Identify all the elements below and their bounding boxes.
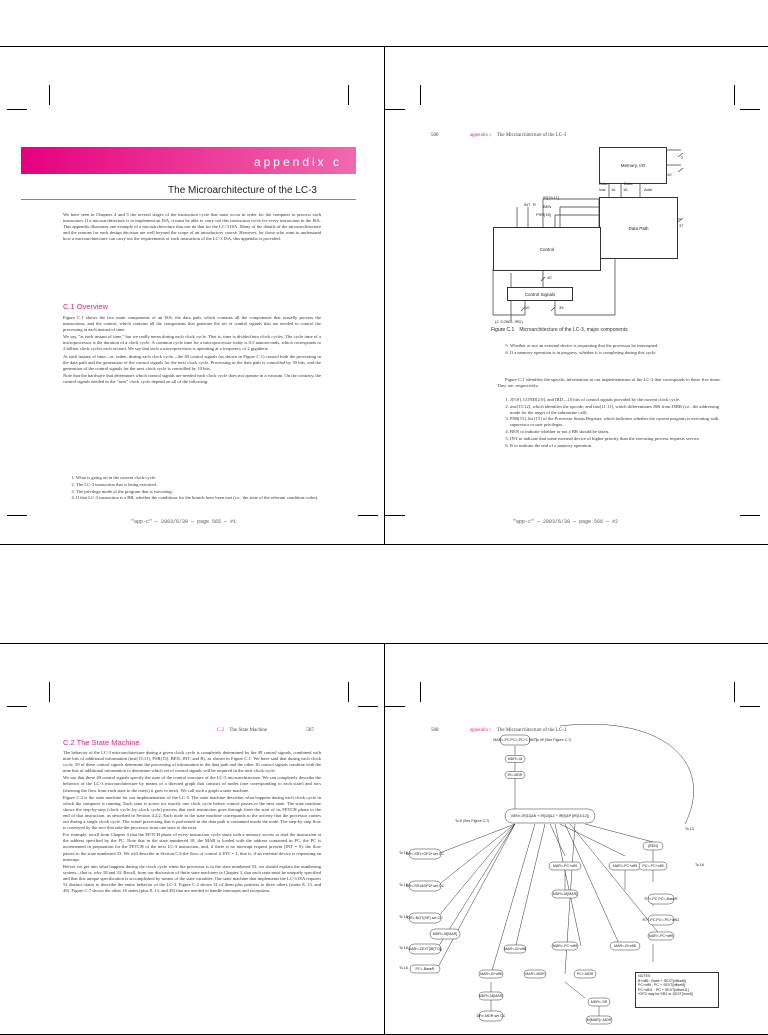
label-2: 2 (681, 155, 684, 160)
state-label: MAR<-ZEXT[IR[7:0]] (408, 947, 442, 952)
running-head-title: The Microarchitecture of the LC-3 (496, 728, 567, 733)
label-16b: 16 (623, 187, 628, 192)
list-item: 2. inst[15:12], which identifies the opcode, and inst[11:11], which differentiates JSR from JSRR (i.e., the addressing mode for the target of the subroutine call). (510, 404, 728, 416)
state-s33 (505, 756, 525, 763)
figure-caption (491, 327, 628, 333)
state-label: R7<-PC PC<-PC+off11 (642, 918, 680, 923)
state-s7 (610, 942, 640, 950)
figure-c1-wires (385, 47, 768, 544)
state-s23 (588, 998, 610, 1006)
state-label: MAR<-MDR (525, 972, 545, 977)
list-item: 3. PSR[15], bit [15] of the Processor Status Register, which indicates whether the current program is executing with supervisor or user privileges. (510, 416, 728, 428)
state-s35 (505, 772, 525, 779)
page-number: 566 (431, 133, 439, 138)
state-label: DR<-NOT(SR) set CC (407, 916, 443, 921)
label-ben: BEN (543, 204, 552, 209)
list-item: 4. If that LC-3 instruction is a BR, whether the conditions for the branch have been met (i.e., the state of the relevant condition codes). (76, 495, 326, 501)
state-s25 (479, 992, 503, 1000)
state-label: MAR<-PC PC<-PC+1 [INT] (493, 738, 537, 743)
state-s18 (493, 735, 536, 745)
state-label: MDR<-M[MAR] (478, 994, 504, 999)
page-number: 567 (306, 728, 314, 733)
control-box: Control (493, 227, 601, 271)
note-item: PC+off9 : PC + SEXT[offset9] (638, 983, 686, 988)
label-10b: 10 (525, 305, 530, 310)
body-text (63, 315, 321, 386)
label-data2: Data (624, 181, 633, 186)
label-jcond: (J, COND, IRD) (495, 319, 523, 324)
state-label: MDR<-M[MAR] (432, 932, 458, 937)
paragraph: We say, "at each instant of time," but we really mean during each clock cycle. That is, time is divided into clock cycles. The cycle time of a microprocessor is the duration of a clock cycle. A common cycle time for a microprocessor today is 0.5 nanoseconds, which corresponds to 2 billion clock cycles each second. We say that such a microprocessor is operating at a frequency of 2 gigahertz. (63, 334, 321, 352)
information-list (503, 397, 728, 449)
label-ir1511: IR[15:11] (543, 195, 559, 200)
memory-io-box: Memory, I/O (599, 147, 667, 184)
crop-mark (7, 109, 27, 110)
list-item: 5. INT to indicate that some external device of higher priority than the executing process requests service. (510, 436, 728, 442)
state-label: MAR<-PC+off9 (612, 864, 638, 869)
paragraph: Figure C.2 is the state machine for our implementation of the LC-3. The state machine describes what happens during each clock cycle in which the computer is running. Each state is active for exactly one clock cycle before control passes to the next state. The state machine shows the step-by-step (clock cycle–by–clock cycle) process that each instruction goes through from the start of its FETCH phase to the end of that instruction, as described in Section 4.2.2. Each node in the state machine corresponds to the activity that the processor carries out during a single clock cycle. The actual processing that is performed in the data path is contained inside the node. The step-by-step flow is conveyed by the arcs that take the processor from one state to the next. (63, 794, 321, 831)
state-label: [BEN] (648, 844, 658, 849)
data-path-box: Data Path (599, 197, 678, 259)
note-item: PC+off11 : PC + SEXT[offset11] (638, 987, 689, 992)
state-s20 (645, 894, 678, 904)
condition-list (69, 475, 326, 502)
state-label: PC<-BaseR (415, 967, 435, 972)
crop-mark (49, 85, 50, 105)
paragraph: At each instant of time—or, rather, during each clock cycle—the 49 control signals (as shown in Figure C.1) control both the processing in the data path and the generation of the control signals for the next clock cycle. Processing in the data path is controlled by 39 bits, and the generation of the control signals for the next clock cycle is controlled by 10 bits. (63, 353, 321, 371)
label-inst: Inst. (599, 187, 607, 192)
state-label: IR<-MDR (507, 773, 523, 778)
page-footer: "app-c" — 2003/6/30 — page 566 — #2 (513, 519, 619, 525)
intro-paragraph: We have seen in Chapters 4 and 5 the several stages of the instruction cycle that must occur in order for the computer to process each instruction. If a microarchitecture is to implement an ISA, it must be able to carry out this instruction cycle for every instruction in the ISA. This appendix illustrates one example of a microarchitecture that can do that for the LC-3 ISA. Many of the details of the microarchitecture and the reasons for each design decision are well beyond the scope of an introductory course. However, for those who want to understand how a microarchitecture can carry out the requirements of each instruction of the LC-3 ISA, this appendix is provided. (63, 212, 321, 242)
caption-text: Microarchitecture of the LC-3, major components (519, 327, 628, 333)
state-s15 (504, 945, 526, 953)
crop-mark (7, 706, 27, 707)
page-footer: "app-c" — 2003/6/30 — page 565 — #1 (131, 519, 237, 525)
state-label: MAR<-B+off6 (504, 947, 526, 952)
state-label: MDR<-M (507, 757, 523, 762)
state-s10 (552, 942, 578, 950)
crop-mark (358, 706, 378, 707)
label-r: R (533, 202, 536, 207)
paragraph: The behavior of the LC-3 microarchitecture during a given clock cycle is completely determined by the 49 control signals, combined with nine bits of additional information (inst[15:11], PSR[15], BEN, INT, and R), as shown in Figure C.1. We have said that during each clock cycle, 39 of these control signals determine the processing of information in the data path and the other 10 control signals combine with the nine bits of additional information to determine which set of control signals will be required in the next clock cycle. (63, 750, 321, 774)
state-label: PC<-PC+off9 (642, 864, 664, 869)
caption-number: Figure C.1 (491, 327, 515, 333)
to-label-to18c: To 18 (399, 915, 408, 919)
title-rule (21, 199, 356, 200)
body-text (63, 750, 321, 895)
state-s21 (643, 915, 680, 925)
condition-list-continued (503, 343, 728, 357)
crop-mark (358, 515, 378, 516)
to-label-to18f: To 18 (695, 863, 704, 867)
state-s2 (549, 862, 581, 870)
paragraph: We say that these 49 control signals specify the state of the control structure of the LC-3 microarchitecture. We can completely describe the behavior of the LC-3 microarchitecture by means of a directed graph that consists of nodes (one corresponding to each state) and arcs (showing the flow from each state to the one(s) it goes to next). We call such a graph a state machine. (63, 775, 321, 793)
state-s30 (574, 970, 596, 978)
state-label: DR<-SR1+OP2* set CC (405, 852, 445, 857)
state-label: MAR<-B+off6 (614, 944, 636, 949)
label-int: INT (524, 202, 531, 207)
running-head-title: The State Machine (229, 728, 268, 733)
notes-box (635, 972, 719, 1008)
list-item: 4. BEN to indicate whether or not a BR should be taken. (510, 429, 728, 435)
to-label-to18a: To 18 (399, 851, 408, 855)
page-567 (0, 643, 385, 1035)
crop-mark (348, 682, 349, 702)
state-label: MDR<-SR (590, 1000, 608, 1005)
state-s9 (407, 913, 443, 923)
state-s6 (479, 970, 503, 978)
state-s14 (408, 944, 441, 954)
to-label-to18d: To 18 (399, 946, 408, 950)
state-s24 (552, 890, 578, 898)
state-s0 (643, 842, 663, 850)
label-37: 37 (679, 223, 684, 228)
notes-title: NOTES (638, 974, 651, 978)
page-565 (0, 46, 385, 545)
state-label: MAR<-PC+off9 (648, 934, 674, 939)
state-s28 (430, 929, 460, 939)
body-text: Figure C.1 identifies the specific information in our implementation of the LC-3 that corresponds to these five items. They are, respectively: (497, 377, 721, 389)
state-label: PC<-MDR (576, 972, 594, 977)
crop-mark (49, 682, 50, 702)
list-item: 2. The LC-3 instruction that is being executed. (76, 482, 326, 488)
label-psr15: PSR[15] (536, 212, 551, 217)
state-label: M[MAR]<-MDR (586, 1018, 612, 1023)
running-head-appendix: appendix c (469, 133, 492, 138)
label-data: Data (599, 181, 608, 186)
to-label-to8: To 8 (See Figure C.7) (455, 819, 490, 823)
state-s1 (406, 849, 445, 859)
state-s31 (524, 970, 546, 978)
label-10: 10 (667, 172, 672, 177)
to-label-to49: To 49 (See Figure C.7) (535, 738, 572, 742)
state-s12 (410, 965, 440, 973)
note-item: B+off6 : Base + SEXT[offset6] (638, 978, 686, 983)
control-signals-box: Control Signals (507, 287, 573, 301)
note-item: *OP2 may be SR2 or SEXT[imm5] (638, 992, 693, 997)
state-s27 (477, 1011, 506, 1021)
state-label: MDR<-M[MAR] (552, 892, 578, 897)
section-heading: C.1 Overview (63, 302, 109, 311)
state-s22 (639, 862, 667, 870)
state-s3 (648, 932, 674, 940)
state-label: BEN<-IR[11]&N + IR[10]&Z + IR[9]&P [IR[15:12]] (511, 814, 589, 819)
state-s11 (609, 862, 641, 870)
to-label-to13: To 13 (685, 827, 694, 831)
page-566 (384, 46, 768, 545)
crop-mark (348, 85, 349, 105)
paragraph: Figure C.1 shows the two main components of an ISA: the data path, which contains all the components that actually process the instructions, and the control, which contains all the components that generate the set of control signals that are needed to control the processing at each instant of time. (63, 315, 321, 333)
label-39: 39 (559, 305, 564, 310)
section-heading: C.2 The State Machine (63, 738, 140, 747)
state-s32 (505, 809, 595, 823)
chapter-label: appendix c (253, 155, 342, 169)
paragraph: Note that the hardware that determines which control signals are needed each clock cycle does not operate in a vacuum. On the contrary, the control signals needed in the "next" clock cycle depend on all of the following: (63, 372, 321, 384)
label-addr: Addr (644, 187, 653, 192)
list-item: 5. Whether or not an external device is requesting that the processor be interrupted. (510, 343, 728, 349)
to-label-to18e: To 18 (399, 966, 408, 970)
state-label: MAR<-PC+off9 (552, 864, 578, 869)
to-label-to18b: To 18 (399, 883, 408, 887)
list-item: 3. The privilege mode of the program that is executing. (76, 489, 326, 495)
list-item: 1. J[5:0], COND[2:0], and IRD—10 bits of control signals provided by the current clock cycle. (510, 397, 728, 403)
label-49: 49 (547, 275, 552, 280)
state-s16 (586, 1016, 612, 1024)
paragraph: Before we get into what happens during the clock cycle when the processor is in the state numbered 33, we should explain the numbering system—that is, why 18 and 33. Recall, from our discussion of finite state machines in Chapter 3, that each state must be uniquely specified and that this unique specification is accomplished by means of the state variables. Our state machine that implements the LC-3 ISA requires 52 distinct states to describe the entire behavior of the LC-3. Figure C.2 shows 31 of them plus pointers to three others (states 8, 13, and 49). Figure C.7 shows the other 18 states (plus 8, 13, and 49) that are needed to handle interrupts and exceptions. (63, 863, 321, 894)
running-head-appendix: appendix c (469, 728, 492, 733)
running-head (217, 728, 314, 733)
paragraph: For example, recall from Chapter 4 that the FETCH phase of every instruction cycle starts with a memory access to read the instruction at the address specified by the PC. Note that in the state numbered 18, the MAR is loaded with the address contained in PC, the PC is incremented in preparation for the FETCH of the next LC-3 instruction, and, if there is no interrupt request present (INT = 0), the flow passes to the state numbered 33. We will describe in Section C.6 the flow of control if INT = 1, that is, if an external device is requesting an interrupt. (63, 832, 321, 862)
page-568 (384, 643, 768, 1035)
section-ref: C.2 (217, 728, 225, 733)
state-label: MAR<-PC+off9 (552, 944, 578, 949)
state-label: MAR<-B+off6 (480, 972, 502, 977)
running-head-title: The Microarchitecture of the LC-3 (496, 133, 567, 138)
state-label: R7<-PC PC<-BaseR (644, 897, 678, 902)
appendix-title: The Microarchitecture of the LC-3 (168, 185, 317, 196)
list-item: 6. R to indicate the end of a memory operation. (510, 443, 728, 449)
page-number: 568 (431, 728, 439, 733)
state-s5 (406, 881, 445, 891)
label-16a: 16 (611, 187, 616, 192)
crop-mark (7, 515, 27, 516)
chapter-band (21, 147, 356, 174)
list-item: 1. What is going on in the current clock cycle. (76, 475, 326, 481)
state-label: DR<-MDR set CC (476, 1014, 506, 1019)
state-label: DR<-SR1&OP2* set CC (405, 884, 445, 889)
list-item: 6. If a memory operation is in progress, whether it is completing during this cycle. (510, 350, 728, 356)
